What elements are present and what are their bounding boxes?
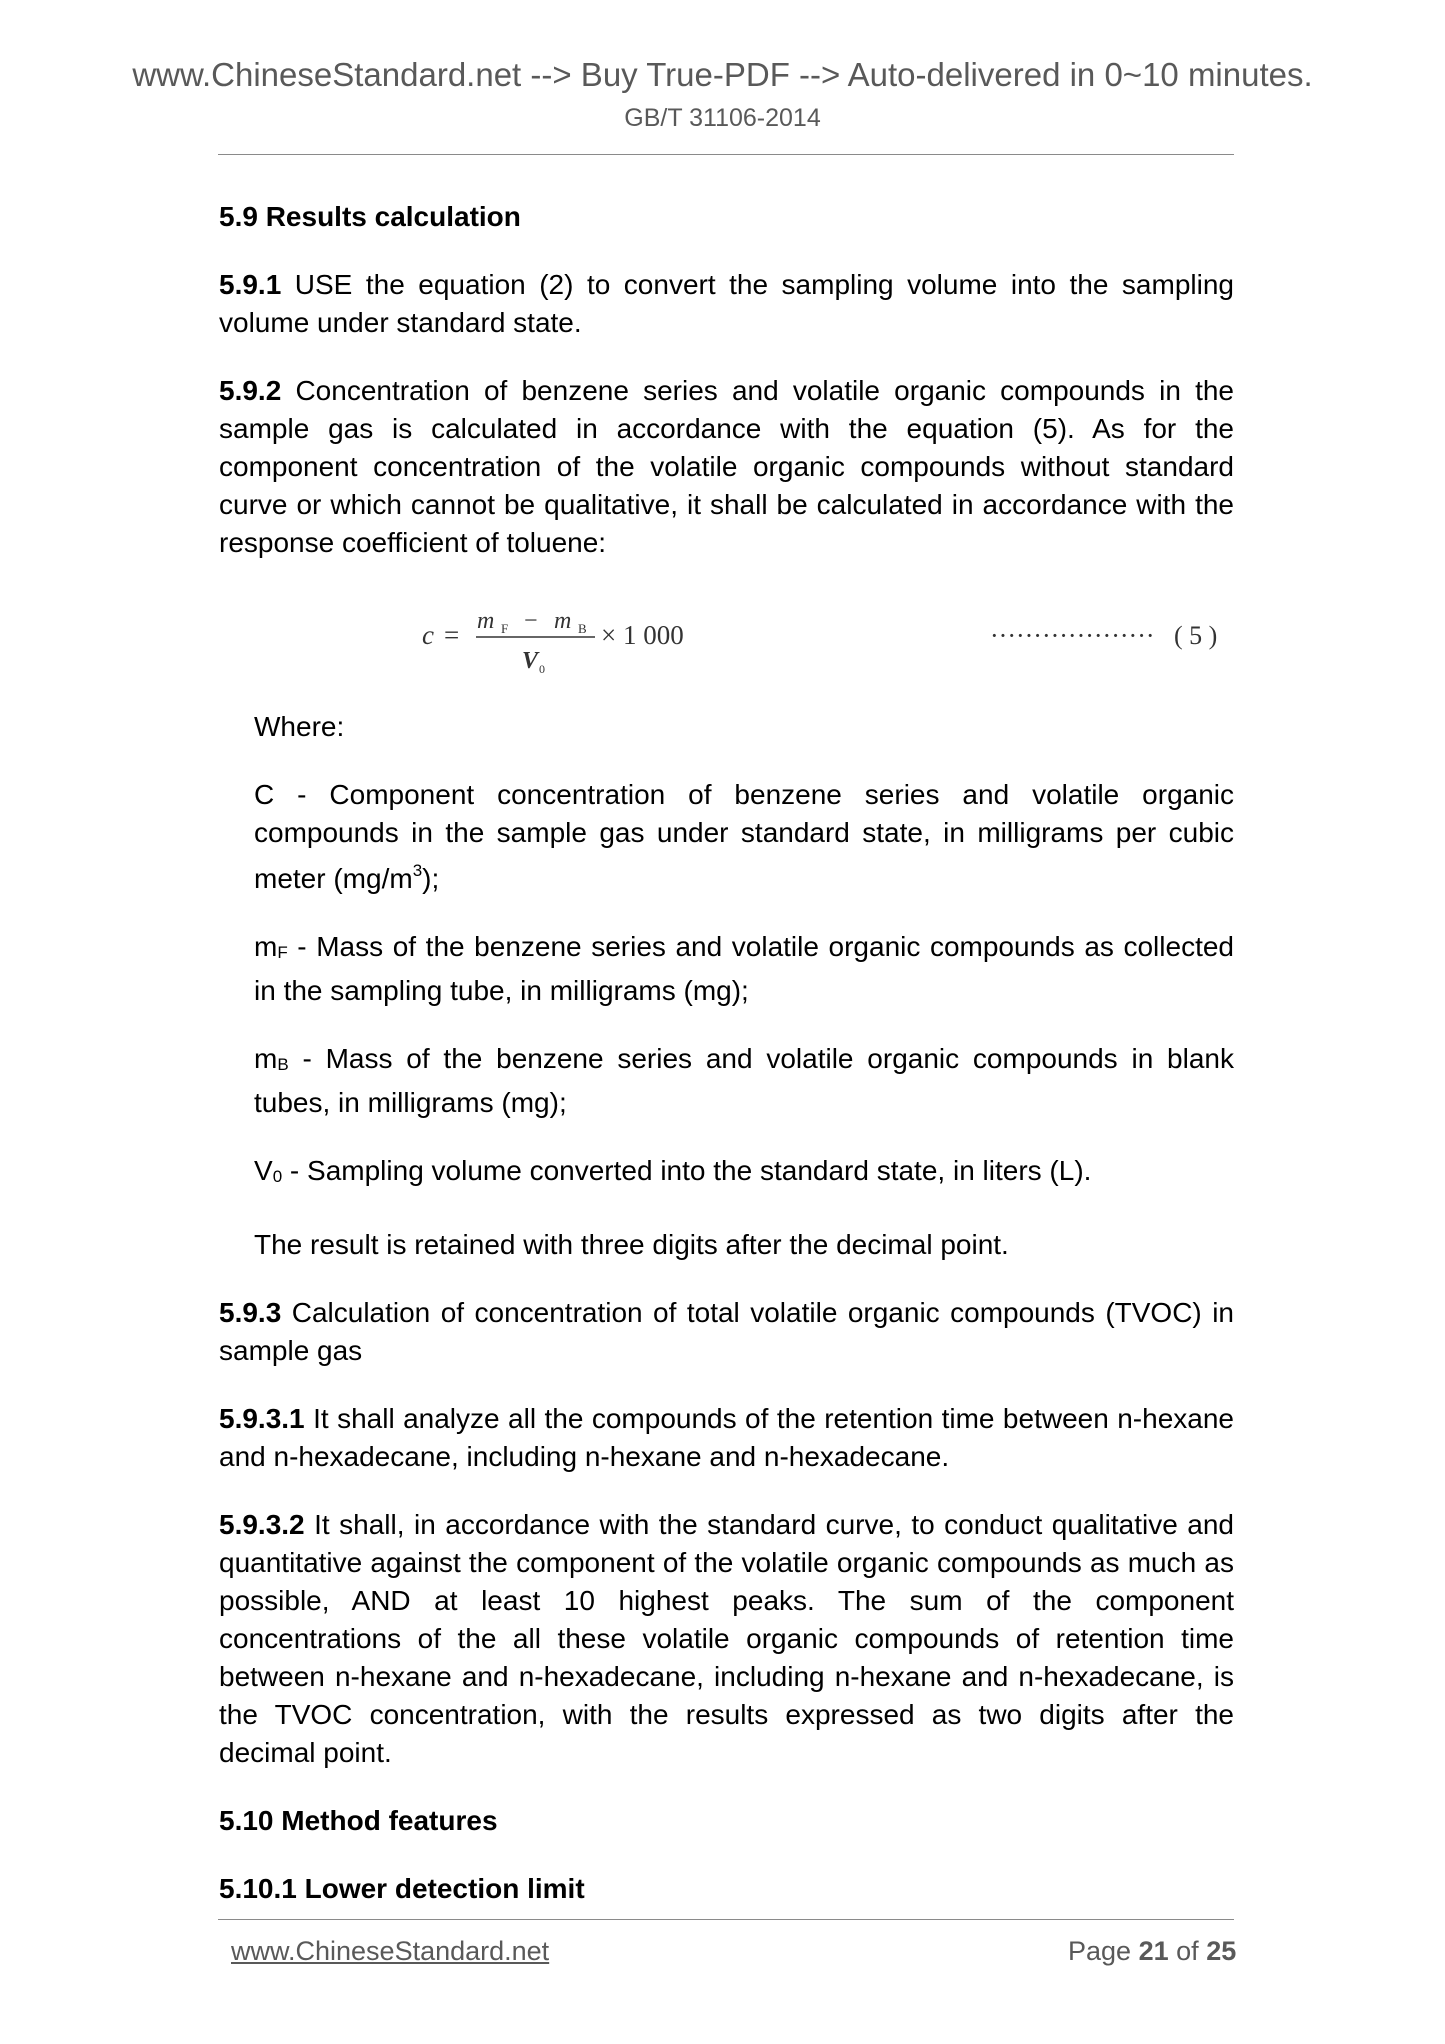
superscript: 3 <box>412 861 423 880</box>
eq-lhs: c <box>422 620 434 650</box>
document-body <box>219 198 1234 1938</box>
standard-code: GB/T 31106-2014 <box>624 104 821 132</box>
clause-number: 5.9.2 <box>219 375 282 406</box>
header-title[interactable]: www.ChineseStandard.net --> Buy True-PDF --> Auto-delivered in 0~10 minutes. <box>132 56 1313 93</box>
paragraph-5-9-3-2 <box>219 1506 1234 1772</box>
symbol: V <box>254 1155 273 1186</box>
section-heading-5-10-1: 5.10.1 Lower detection limit <box>219 1873 585 1904</box>
definition-text: - Sampling volume converted into the standard state, in liters (L). <box>282 1155 1092 1186</box>
definition-text: - Mass of the benzene series and volatile organic compounds as collected in the sampling tube, in milligrams (mg); <box>254 931 1234 1006</box>
equation-graphic <box>219 592 1234 682</box>
definition-mb <box>254 1040 1234 1122</box>
clause-number: 5.9.3 <box>219 1297 282 1328</box>
clause-text: Calculation of concentration of total volatile organic compounds (TVOC) in sample gas <box>219 1297 1234 1366</box>
eq-numerator-a: m <box>477 608 495 634</box>
definition-text: - Mass of the benzene series and volatile organic compounds in blank tubes, in milligrams (mg); <box>254 1043 1234 1118</box>
eq-multiplier: × 1 000 <box>601 620 684 650</box>
section-heading-5-9: 5.9 Results calculation <box>219 201 521 232</box>
clause-number: 5.9.3.2 <box>219 1509 305 1540</box>
section-heading-5-10: 5.10 Method features <box>219 1805 498 1836</box>
footer-divider <box>218 1919 1234 1920</box>
definition-end: ); <box>422 863 440 894</box>
clause-text: It shall, in accordance with the standard curve, to conduct qualitative and quantitative against the component of the volatile organic compounds as much as possible, AND at least 10 highest peaks. The sum of the component concentrations of the all these volatile organic compounds of retention time between n-hexane and n-hexadecane, including n-hexane and n-hexadecane, is the TVOC concentration, with the results expressed as two digits after the decimal point. <box>219 1509 1234 1768</box>
eq-leader-dots: ··················· <box>990 621 1155 650</box>
paragraph-5-9-3 <box>219 1294 1234 1370</box>
clause-text: It shall analyze all the compounds of the retention time between n-hexane and n-hexadecane, including n-hexane and n-hexadecane. <box>219 1403 1234 1472</box>
subscript: F <box>277 943 288 962</box>
eq-denominator-sub: 0 <box>539 662 545 676</box>
eq-denominator: V <box>522 648 539 674</box>
eq-number: ( 5 ) <box>1174 621 1218 650</box>
paragraph-5-9-2 <box>219 372 1234 562</box>
page-indicator <box>1068 1936 1236 1967</box>
definition-v0 <box>254 1152 1234 1196</box>
page-of: of <box>1176 1936 1199 1966</box>
total-pages: 25 <box>1206 1936 1237 1966</box>
paragraph-5-9-3-1 <box>219 1400 1234 1476</box>
retention-note: The result is retained with three digits after the decimal point. <box>254 1229 1009 1260</box>
current-page: 21 <box>1138 1936 1169 1966</box>
clause-number: 5.9.1 <box>219 269 282 300</box>
eq-numerator-b: m <box>554 608 572 634</box>
symbol: m <box>254 1043 278 1074</box>
definition-mf <box>254 928 1234 1010</box>
symbol: m <box>254 931 278 962</box>
eq-numerator-b-sub: B <box>578 621 587 636</box>
subscript: 0 <box>272 1167 283 1186</box>
header-divider <box>218 154 1234 155</box>
definition-c <box>254 776 1234 898</box>
footer-website-link[interactable]: www.ChineseStandard.net <box>231 1936 550 1966</box>
eq-numerator-a-sub: F <box>501 621 509 636</box>
definition-text: C - Component concentration of benzene series and volatile organic compounds in the sample gas under standard state, in milligrams per cubic meter (mg/m <box>254 779 1234 894</box>
clause-number: 5.9.3.1 <box>219 1403 305 1434</box>
page-prefix: Page <box>1068 1936 1132 1966</box>
eq-equals: = <box>444 620 460 650</box>
where-label: Where: <box>254 711 345 742</box>
eq-minus: − <box>524 608 538 634</box>
paragraph-5-9-1 <box>219 266 1234 342</box>
clause-text: Concentration of benzene series and volatile organic compounds in the sample gas is calculated in accordance with the equation (5). As for the component concentration of the volatile organic compounds without standard curve or which cannot be qualitative, it shall be calculated in accordance with the response coefficient of toluene: <box>219 375 1234 558</box>
subscript: B <box>277 1055 289 1074</box>
equation-5 <box>219 592 1234 682</box>
clause-text: USE the equation (2) to convert the sampling volume into the sampling volume under standard state. <box>219 269 1234 338</box>
